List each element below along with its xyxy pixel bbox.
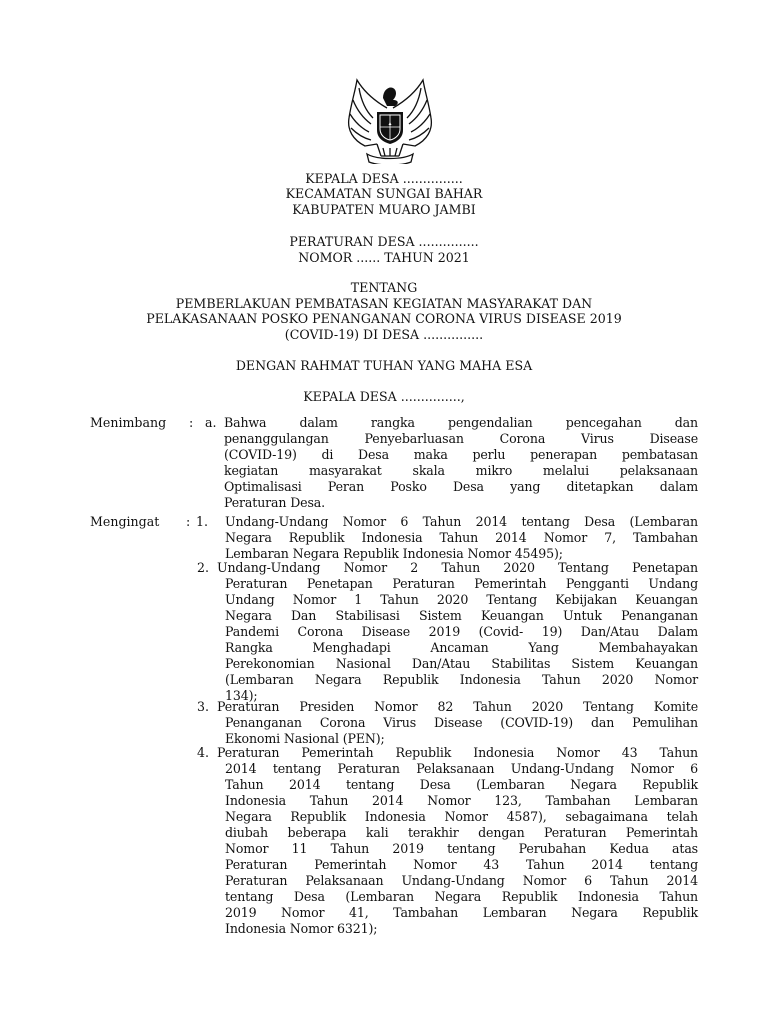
- mengingat-separator: :: [186, 514, 191, 529]
- menimbang-separator: :: [189, 415, 194, 430]
- header-line-2: KECAMATAN SUNGAI BAHAR: [285, 186, 483, 201]
- head-of-village-line: KEPALA DESA ...............,: [303, 389, 465, 404]
- header-line-3: KABUPATEN MUARO JAMBI: [292, 202, 476, 217]
- blessing-line: DENGAN RAHMAT TUHAN YANG MAHA ESA: [235, 358, 533, 373]
- mengingat-item-3-text: Peraturan Presiden Nomor 82 Tahun 2020 Tentang Komite Penanganan Corona Virus Disease (COVID-19) dan Pemulihan Ekonomi Nasional (PEN);: [217, 699, 698, 746]
- menimbang-item-marker: a.: [205, 415, 217, 430]
- menimbang-item-text: Bahwa dalam rangka pengendalian pencegahan dan penanggulangan Penyebarluasan Corona Virus Disease (COVID-19) di Desa maka perlu penerapan pembatasan kegiatan masyarakat skala mikro melalui pelaksanaan Optimalisasi Peran Posko Desa yang ditetapkan dalam Peraturan Desa.: [224, 415, 698, 510]
- mengingat-item-2-marker: 2.: [197, 560, 210, 575]
- regulation-line-1: PERATURAN DESA ...............: [289, 234, 479, 249]
- mengingat-item-3-marker: 3.: [197, 699, 210, 714]
- mengingat-item-1-text: Undang-Undang Nomor 6 Tahun 2014 tentang Desa (Lembaran Negara Republik Indonesia Tahun 2014 Nomor 7, Tambahan Lembaran Negara Republik Indonesia Nomor 45495);: [225, 514, 698, 561]
- subject-line-1: TENTANG: [350, 280, 418, 295]
- mengingat-item-4-marker: 4.: [197, 745, 210, 760]
- mengingat-label: Mengingat: [90, 514, 160, 529]
- garuda-emblem: [343, 78, 437, 164]
- mengingat-item-1-marker: 1.: [196, 514, 209, 529]
- menimbang-label: Menimbang: [90, 415, 167, 430]
- mengingat-item-2-text: Undang-Undang Nomor 2 Tahun 2020 Tentang Penetapan Peraturan Penetapan Peraturan Pemerintah Pengganti Undang Undang Nomor 1 Tahun 2020 Tentang Kebijakan Keuangan Negara Dan Stabilisasi Sistem Keuangan Untuk Penanganan Pandemi Corona Disease 2019 (Covid- 19) Dan/Atau Dalam Rangka Menghadapi Ancaman Yang Membahayakan Perekonomian Nasional Dan/Atau Stabilitas Sistem Keuangan (Lembaran Negara Republik Indonesia Tahun 2020 Nomor 134);: [217, 560, 698, 703]
- subject-line-2: PEMBERLAKUAN PEMBATASAN KEGIATAN MASYARAKAT DAN: [175, 296, 593, 311]
- subject-line-4: (COVID-19) DI DESA ...............: [284, 327, 484, 342]
- regulation-line-2: NOMOR ...... TAHUN 2021: [298, 250, 470, 265]
- header-line-1: KEPALA DESA ...............: [305, 171, 463, 186]
- subject-line-3: PELAKASANAAN POSKO PENANGANAN CORONA VIRUS DISEASE 2019: [146, 311, 622, 326]
- mengingat-item-4-text: Peraturan Pemerintah Republik Indonesia Nomor 43 Tahun 2014 tentang Peraturan Pelaksanaan Undang-Undang Nomor 6 Tahun 2014 tentang Desa (Lembaran Negara Republik Indonesia Tahun 2014 Nomor 123, Tambahan Lembaran Negara Republik Indonesia Nomor 4587), sebagaimana telah diubah beberapa kali terakhir dengan Peraturan Pemerintah Nomor 11 Tahun 2019 tentang Perubahan Kedua atas Peraturan Pemerintah Nomor 43 Tahun 2014 tentang Peraturan Pelaksanaan Undang-Undang Nomor 6 Tahun 2014 tentang Desa (Lembaran Negara Republik Indonesia Tahun 2019 Nomor 41, Tambahan Lembaran Negara Republik Indonesia Nomor 6321);: [217, 745, 698, 936]
